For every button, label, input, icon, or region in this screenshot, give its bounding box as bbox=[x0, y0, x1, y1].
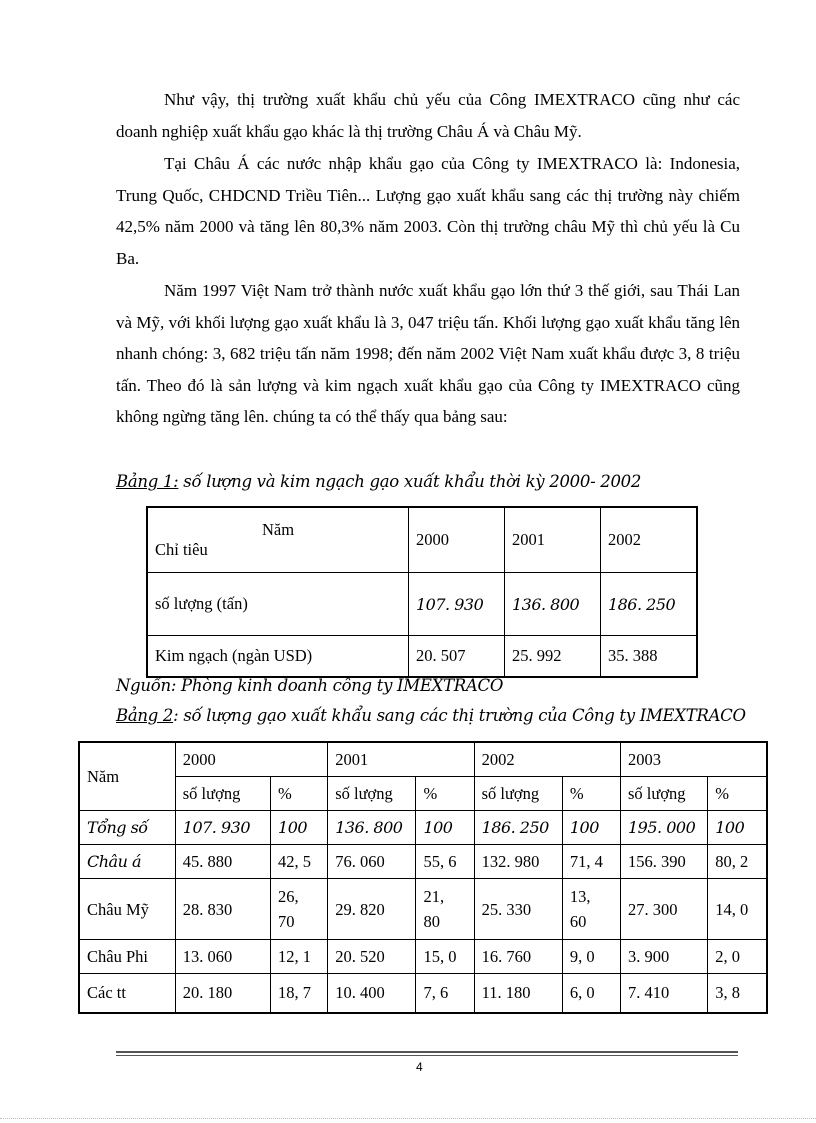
table2-cell: 18, 7 bbox=[271, 974, 328, 1014]
table-row bbox=[147, 636, 697, 678]
table2-cell: 195. 000 bbox=[621, 811, 708, 845]
table2-cell: 2, 0 bbox=[708, 940, 767, 974]
table1-cell: 107. 930 bbox=[409, 573, 505, 636]
footer-rule bbox=[116, 1055, 738, 1056]
table2-caption-text: : số lượng gạo xuất khẩu sang các thị trường của Công ty IMEXTRACO bbox=[173, 706, 746, 725]
table2-sub-pct: % bbox=[562, 777, 620, 811]
page-number: 4 bbox=[416, 1060, 423, 1074]
table2-cell: 15, 0 bbox=[416, 940, 474, 974]
table-row bbox=[79, 879, 767, 940]
paragraph-1: Như vậy, thị trường xuất khẩu chủ yếu của Công IMEXTRACO cũng như các doanh nghiệp xuất khẩu gạo khác là thị trường Châu Á và Châu Mỹ. bbox=[116, 90, 740, 141]
table1-source: Nguồn: Phòng kinh doanh công ty IMEXTRACO bbox=[116, 676, 504, 695]
table2-cell: 107. 930 bbox=[175, 811, 270, 845]
table2-cell: 100 bbox=[416, 811, 474, 845]
paragraph-2: Tại Châu Á các nước nhập khẩu gạo của Công ty IMEXTRACO là: Indonesia, Trung Quốc, CHDCND Triều Tiên... Lượng gạo xuất khẩu sang các thị trường này chiếm 42,5% năm 2000 và tăng lên 80,3% năm 2003. Còn thị trường châu Mỹ thì chủ yếu là Cu Ba. bbox=[116, 154, 740, 268]
table2-sub-pct: % bbox=[708, 777, 767, 811]
table2-header-year: Năm bbox=[79, 742, 175, 811]
table2-caption bbox=[116, 706, 746, 725]
table2-cell: 13, 60 bbox=[562, 879, 620, 940]
table2-cell: 28. 830 bbox=[175, 879, 270, 940]
table-row bbox=[79, 777, 767, 811]
table2-cell: 45. 880 bbox=[175, 845, 270, 879]
table1-cell: 25. 992 bbox=[504, 636, 600, 678]
table-row bbox=[79, 811, 767, 845]
table1-year: 2000 bbox=[409, 507, 505, 573]
table-row bbox=[79, 974, 767, 1014]
paragraph-3: Năm 1997 Việt Nam trở thành nước xuất khẩu gạo lớn thứ 3 thế giới, sau Thái Lan và Mỹ, với khối lượng gạo xuất khẩu là 3, 047 triệu tấn. Khối lượng gạo xuất khẩu tăng lên nhanh chóng: 3, 682 triệu tấn năm 1998; đến năm 2002 Việt Nam xuất khẩu được 3, 8 triệu tấn. Theo đó là sản lượng và kim ngạch xuất khẩu gạo của Công ty IMEXTRACO cũng không ngừng tăng lên. chúng ta có thể thấy qua bảng sau: bbox=[116, 281, 740, 426]
table2-sub-qty: số lượng bbox=[474, 777, 562, 811]
table1-cell: 20. 507 bbox=[409, 636, 505, 678]
table2-cell: 14, 0 bbox=[708, 879, 767, 940]
table2-cell: 156. 390 bbox=[621, 845, 708, 879]
table2-year: 2001 bbox=[328, 742, 474, 777]
table2-cell: 20. 180 bbox=[175, 974, 270, 1014]
table2-cell: 7. 410 bbox=[621, 974, 708, 1014]
table1-row-label: Kim ngạch (ngàn USD) bbox=[147, 636, 409, 678]
table2-row-label: Châu Phi bbox=[79, 940, 175, 974]
page-bottom-border bbox=[0, 1118, 816, 1119]
table2-cell: 25. 330 bbox=[474, 879, 562, 940]
table-row bbox=[147, 573, 697, 636]
table2-cell: 100 bbox=[562, 811, 620, 845]
table2-row-label: Tổng số bbox=[79, 811, 175, 845]
table-1 bbox=[146, 506, 698, 678]
table-row bbox=[147, 507, 697, 573]
table1-header-corner bbox=[147, 507, 409, 573]
table2-cell: 71, 4 bbox=[562, 845, 620, 879]
table1-caption-label: Bảng 1: bbox=[116, 472, 179, 491]
table1-header-year: Năm bbox=[261, 520, 295, 539]
table1-cell: 35. 388 bbox=[600, 636, 697, 678]
table2-sub-qty: số lượng bbox=[175, 777, 270, 811]
table1-row-label: số lượng (tấn) bbox=[147, 573, 409, 636]
table-row bbox=[79, 845, 767, 879]
table2-caption-label: Bảng 2 bbox=[116, 706, 174, 725]
table2-sub-qty: số lượng bbox=[621, 777, 708, 811]
table2-cell: 42, 5 bbox=[271, 845, 328, 879]
table1-year: 2002 bbox=[600, 507, 697, 573]
table1-caption-text: số lượng và kim ngạch gạo xuất khẩu thời kỳ 2000- 2002 bbox=[178, 472, 642, 491]
table2-sub-pct: % bbox=[416, 777, 474, 811]
table2-cell: 55, 6 bbox=[416, 845, 474, 879]
table1-cell: 136. 800 bbox=[504, 573, 600, 636]
table2-cell: 6, 0 bbox=[562, 974, 620, 1014]
table2-cell: 80, 2 bbox=[708, 845, 767, 879]
table1-cell: 186. 250 bbox=[600, 573, 697, 636]
table2-cell: 21, 80 bbox=[416, 879, 474, 940]
table2-year: 2003 bbox=[621, 742, 768, 777]
table2-row-label: Các tt bbox=[79, 974, 175, 1014]
table2-cell: 76. 060 bbox=[328, 845, 416, 879]
table1-year: 2001 bbox=[504, 507, 600, 573]
table2-cell: 186. 250 bbox=[474, 811, 562, 845]
table2-cell: 13. 060 bbox=[175, 940, 270, 974]
table2-sub-qty: số lượng bbox=[328, 777, 416, 811]
table1-header-indicator: Chỉ tiêu bbox=[155, 540, 208, 559]
table2-year: 2002 bbox=[474, 742, 620, 777]
table2-cell: 7, 6 bbox=[416, 974, 474, 1014]
table2-cell: 3, 8 bbox=[708, 974, 767, 1014]
table2-cell: 29. 820 bbox=[328, 879, 416, 940]
table2-cell: 16. 760 bbox=[474, 940, 562, 974]
table-2 bbox=[78, 741, 768, 1014]
table-row bbox=[79, 742, 767, 777]
table2-cell: 136. 800 bbox=[328, 811, 416, 845]
table2-cell: 9, 0 bbox=[562, 940, 620, 974]
table2-cell: 27. 300 bbox=[621, 879, 708, 940]
table2-cell: 12, 1 bbox=[271, 940, 328, 974]
table-row bbox=[79, 940, 767, 974]
table2-cell: 3. 900 bbox=[621, 940, 708, 974]
table2-cell: 100 bbox=[271, 811, 328, 845]
table2-sub-pct: % bbox=[271, 777, 328, 811]
table2-cell: 100 bbox=[708, 811, 767, 845]
table2-cell: 132. 980 bbox=[474, 845, 562, 879]
table2-row-label: Châu á bbox=[79, 845, 175, 879]
table2-year: 2000 bbox=[175, 742, 327, 777]
footer-rule bbox=[116, 1051, 738, 1053]
table2-row-label: Châu Mỹ bbox=[79, 879, 175, 940]
table2-cell: 11. 180 bbox=[474, 974, 562, 1014]
table2-cell: 20. 520 bbox=[328, 940, 416, 974]
table1-caption bbox=[116, 472, 641, 491]
table2-cell: 10. 400 bbox=[328, 974, 416, 1014]
table2-cell: 26, 70 bbox=[271, 879, 328, 940]
